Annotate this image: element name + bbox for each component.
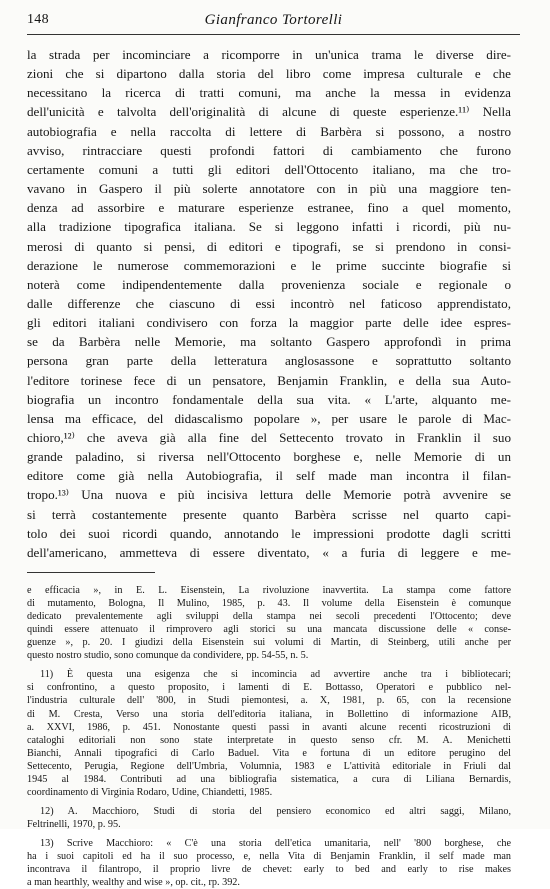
body-line: editore come già nella Autobiografia, il self made man incontra il filan- xyxy=(27,468,511,484)
footnote-11-line: di M. Cresta, Verso una storia dell'editoria italiana, in Bollettino di informazione AIB, xyxy=(27,708,511,720)
body-line: certamente comuni a tutti gli editori dell'Ottocento italiano, ma che tro- xyxy=(27,161,511,177)
body-line: noterà come indipendentemente dalla provenienza sociale e regionale o xyxy=(27,276,511,292)
body-line: avviso, rintracciare questi profondi fattori di cambiamento che furono xyxy=(27,142,511,158)
body-line: l'editore torinese fece di un pensatore, Benjamin Franklin, e della sua Auto- xyxy=(27,372,511,388)
body-line: derazione le numerose commemorazioni e le prime succinte biografie si xyxy=(27,257,511,273)
footnote-line: questo nostro studio, sono comunque da condividere, pp. 54-55, n. 5. xyxy=(27,650,309,662)
body-line: merosi di quanto si pensi, di editori e tipografi, se si prendono in consi- xyxy=(27,238,511,254)
body-line: tropo.¹³⁾ Una nuova e più incisiva lettura delle Memorie potrà avvenire se xyxy=(27,487,511,503)
body-line: la strada per incominciare a ricomporre in un'unica trama le diverse dire- xyxy=(27,47,511,62)
footnote-12-start: 12) A. Macchioro, Studi di storia del pensiero economico ed altri saggi, Milano, xyxy=(40,805,511,817)
body-line: chioro,¹²⁾ che aveva già alla fine del Settecento trovato in Franklin il suo xyxy=(27,430,511,445)
footnote-11-line: Settecento, Perugia, Regione dell'Umbria, Volumnia, 1983 e L'attività editoriale in Friuli dal xyxy=(27,760,511,772)
body-line: persona gran parte della letteratura anglosassone e soprattutto soltanto xyxy=(27,353,511,369)
page-number: 148 xyxy=(27,12,49,27)
body-line: autobiografia e nella raccolta di lettere di Barbèra si possono, a nostro xyxy=(27,123,511,139)
footnote-11-line: l'industria culturale dell' '800, in Studi piemontesi, a. X, 1981, p. 65, con la recensione xyxy=(27,695,511,707)
footnote-13-line: a man hearthly, wealthy and wise », op. cit., rp. 392. xyxy=(27,877,240,889)
body-line: denza ad assorbire e maturare esperienze estranee, fino a quel momento, xyxy=(27,200,511,216)
body-line: dell'americano, ammetteva di essere diventato, « a furia di leggere e me- xyxy=(27,544,511,560)
body-line: biografia un incontro fondamentale della sua vita. « L'arte, alquanto me- xyxy=(27,391,511,407)
footnote-11-start: 11) È questa una esigenza che si incomincia ad avvertire anche tra i bibliotecari; xyxy=(40,669,511,681)
body-line: si terrà costantemente presente quanto Barbèra scrisse nel quarto capi- xyxy=(27,506,511,522)
body-line: necessitano la ricerca di tratti comuni, ma anche la messa in evidenza xyxy=(27,85,511,101)
body-line: gli editori italiani condivisero con forza la maggior parte delle idee espres- xyxy=(27,315,511,331)
body-line: dell'unicità e talvolta dell'originalità di alcune di queste esperienze.¹¹⁾ Nella xyxy=(27,104,511,120)
running-head: Gianfranco Tortorelli xyxy=(204,12,343,28)
body-line: dalle differenze che ciascuno di essi incontrò nel faticoso apprendistato, xyxy=(27,295,511,311)
footnote-11-line: 1945 al 1984. Contributi ad una bibliografia sistematica, a cura di Liliana Bernardis, xyxy=(27,773,511,785)
footnote-13-line: ha i suoi capitoli ed ha il suo processo, e, nella Vita di Benjamin Franklin, il self made man xyxy=(27,851,511,862)
body-line: se da Barbèra nelle Memorie, ma soltanto Gaspero approfondì in prima xyxy=(27,334,511,350)
footnote-13-start: 13) Scrive Macchioro: « C'è una storia dell'etica umanitaria, nell' '800 borghese, che xyxy=(40,837,511,849)
footnote-11-line: Bianchi, Annali tipografici di Carlo Baduel. Vita e fortuna di un editore perugino del xyxy=(27,747,511,759)
body-line: tolo dei suoi ricordi quando, annotando le impressioni prodotte dagli scritti xyxy=(27,525,511,541)
footnote-11-line: a. XXVI, 1986, p. 451. Nonostante questi passi in avanti alcune recenti ricostruzioni di xyxy=(27,721,511,733)
body-line: grande paladino, si riversa nell'Ottocento borghese e, nelle Memorie di un xyxy=(27,449,511,465)
footnote-line: e efficacia », in E. L. Eisenstein, La rivoluzione inavvertita. La stampa come fattore xyxy=(27,585,511,597)
footnote-11-line: cataloghi editoriali non sono state interpretate in questo senso cfr. M. A. Menichetti xyxy=(27,734,511,746)
body-line: lensa ma efficace, del didascalismo popolare », per usare le parole di Mac- xyxy=(27,410,511,426)
footnote-13-line: incontrava il filantropo, il proprio livre de chevet: early to bed and early to rise makes xyxy=(27,864,511,876)
body-line: vavano in Gaspero il più solerte annotatore con in più una maggiore ten- xyxy=(27,181,511,197)
footnote-line: dedicato prevalentemente agli sviluppi della stampa nei secoli precedenti l'Ottocento; deve xyxy=(27,611,511,623)
footnote-11-line: si confrontino, a questo proposito, i lamenti di E. Bottasso, Operatori e pubblico nel- xyxy=(27,682,511,694)
body-line: zioni che si dipartono dalla storia del libro come impresa culturale e che xyxy=(27,66,511,82)
footnote-line: di mutamento, Bologna, Il Mulino, 1985, p. 43. Il volume della Eisenstein è comunque xyxy=(27,598,511,610)
footnote-line: quindi essere attenuato il rimprovero agli storici su una mancata discussione delle « conse- xyxy=(27,624,511,636)
footnote-12-line: Feltrinelli, 1970, p. 95. xyxy=(27,818,121,830)
body-line: alla tradizione tipografica italiana. Se si leggono infatti i ricordi, più nu- xyxy=(27,219,511,235)
footnote-line: guenze », p. 20. I giudizi della Eisenstein sui volumi di Martin, di Steinberg, utili anche per xyxy=(27,637,511,649)
footnote-11-line: coordinamento di Virginia Rodaro, Udine, Chiandetti, 1985. xyxy=(27,786,273,798)
